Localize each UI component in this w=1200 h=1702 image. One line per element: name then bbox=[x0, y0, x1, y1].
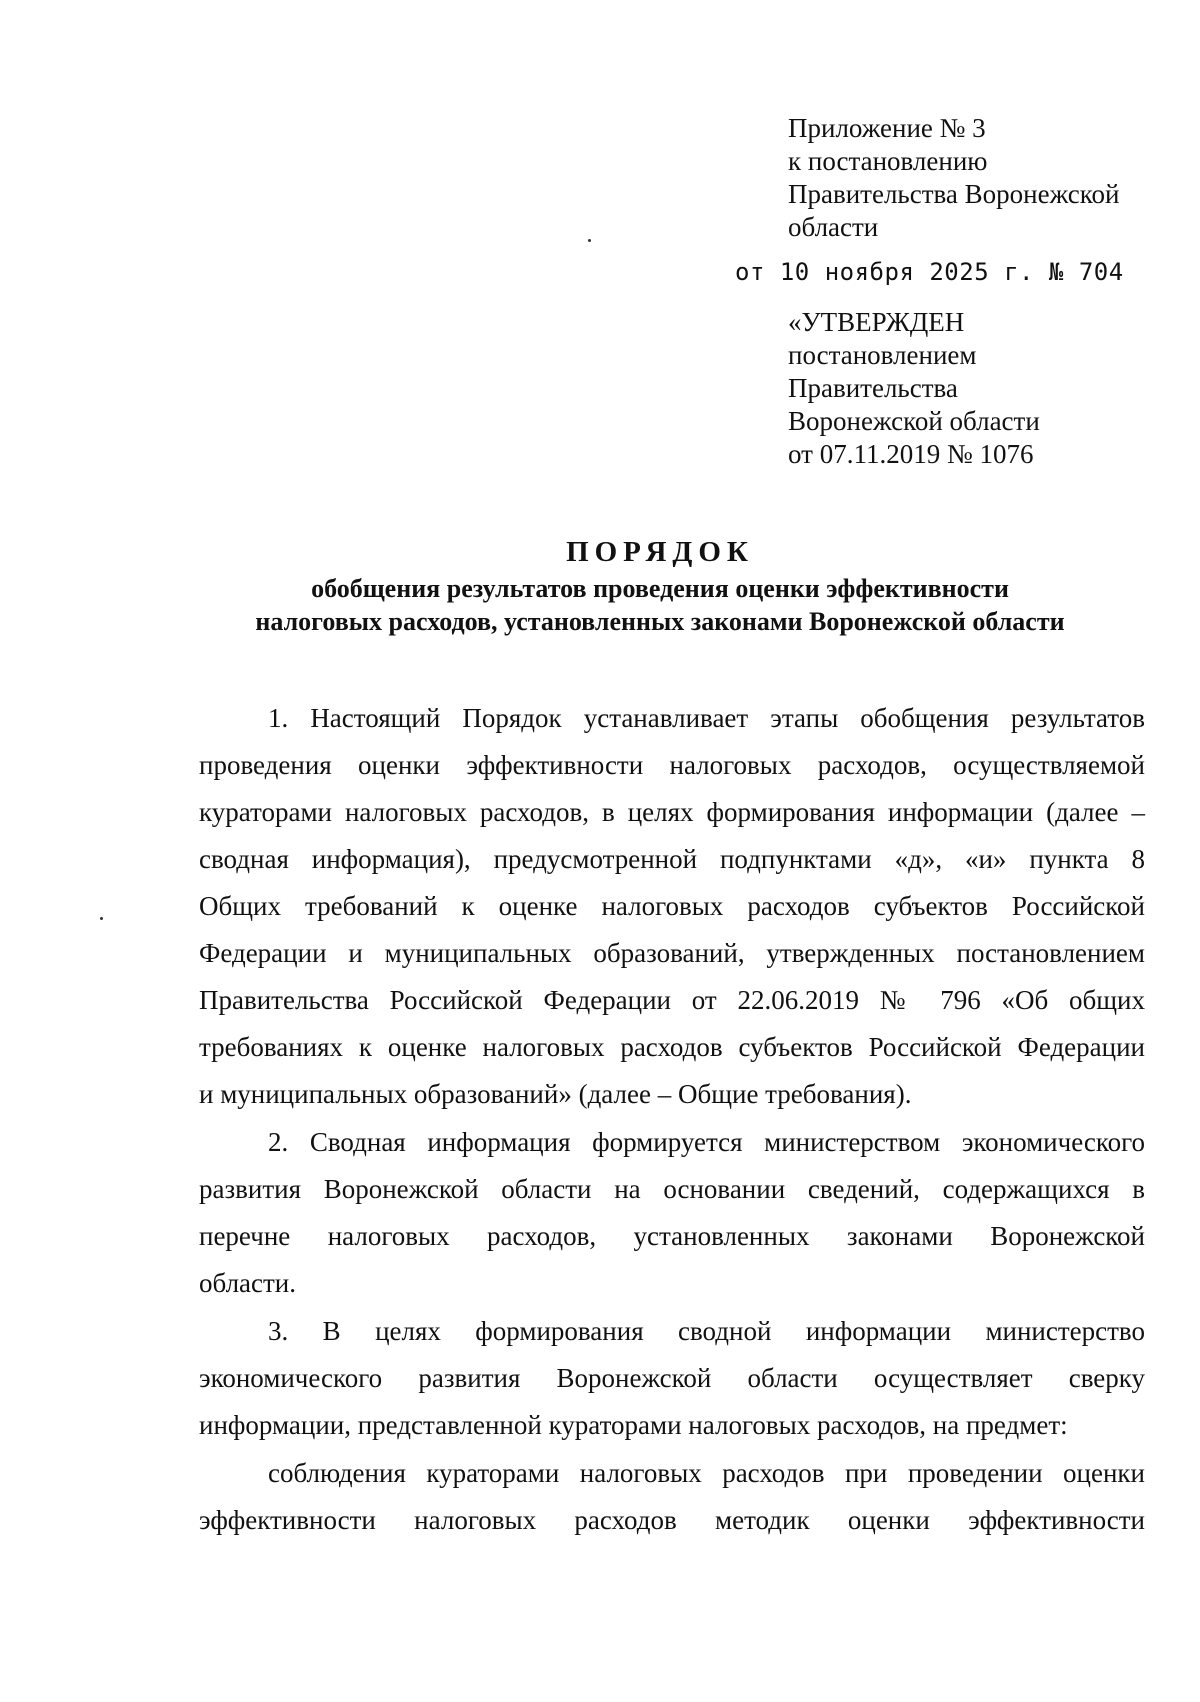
document-subtitle-line2: налоговых расходов, установленных законами Воронежской области bbox=[255, 607, 1065, 636]
paragraph-1-line: и муниципальных образований» (далее – Общие требования). bbox=[199, 1079, 912, 1109]
paragraph-2-line: развития Воронежской области на основании сведений, содержащихся в bbox=[199, 1174, 1145, 1204]
paragraph-3-line: экономического развития Воронежской области осуществляет сверку bbox=[199, 1363, 1145, 1393]
paragraph-3-sub-line: соблюдения кураторами налоговых расходов при проведении оценки bbox=[268, 1458, 1145, 1488]
annex-number: Приложение № 3 bbox=[788, 113, 986, 143]
paragraph-1-line: Общих требований к оценке налоговых расходов субъектов Российской bbox=[199, 891, 1145, 921]
paragraph-2-line: области. bbox=[199, 1268, 297, 1298]
paragraph-1-line: 1. Настоящий Порядок устанавливает этапы обобщения результатов bbox=[268, 703, 1145, 733]
approved-region: Воронежской области bbox=[788, 406, 1040, 436]
paragraph-2-line: перечне налоговых расходов, установленных законами Воронежской bbox=[199, 1221, 1145, 1251]
paragraph-1-line: сводная информация), предусмотренной подпунктами «д», «и» пункта 8 bbox=[199, 844, 1145, 874]
annex-reference: к постановлению bbox=[788, 146, 988, 176]
document-subtitle-line1: обобщения результатов проведения оценки эффективности bbox=[311, 574, 1009, 603]
paragraph-1-line: Правительства Российской Федерации от 22.06.2019 № 796 «Об общих bbox=[199, 985, 1145, 1015]
paragraph-1-line: Федерации и муниципальных образований, утвержденных постановлением bbox=[199, 938, 1145, 968]
approved-date-number: от 07.11.2019 № 1076 bbox=[788, 439, 1034, 469]
approved-heading: «УТВЕРЖДЕН bbox=[788, 307, 965, 337]
scan-speck bbox=[588, 239, 591, 242]
approved-authority: Правительства bbox=[788, 373, 958, 403]
annex-header bbox=[788, 112, 1168, 244]
annex-region: области bbox=[788, 212, 879, 242]
resolution-date-number: от 10 ноября 2025 г. № 704 bbox=[735, 258, 1124, 286]
annex-authority: Правительства Воронежской bbox=[788, 179, 1120, 209]
paragraph-1-line: требованиях к оценке налоговых расходов субъектов Российской Федерации bbox=[199, 1032, 1145, 1062]
scan-speck bbox=[100, 917, 103, 920]
document-title: ПОРЯДОК bbox=[566, 536, 754, 568]
paragraph-1-line: кураторами налоговых расходов, в целях формирования информации (далее – bbox=[199, 797, 1145, 827]
paragraph-3-line: 3. В целях формирования сводной информации министерство bbox=[268, 1316, 1145, 1346]
approved-by: постановлением bbox=[788, 340, 977, 370]
paragraph-1-line: проведения оценки эффективности налоговых расходов, осуществляемой bbox=[199, 750, 1145, 780]
paragraph-2-line: 2. Сводная информация формируется министерством экономического bbox=[268, 1127, 1145, 1157]
approval-stamp-text bbox=[788, 306, 1168, 471]
paragraph-3-sub-line: эффективности налоговых расходов методик оценки эффективности bbox=[199, 1505, 1145, 1535]
paragraph-3-line: информации, представленной кураторами налоговых расходов, на предмет: bbox=[199, 1410, 1068, 1440]
